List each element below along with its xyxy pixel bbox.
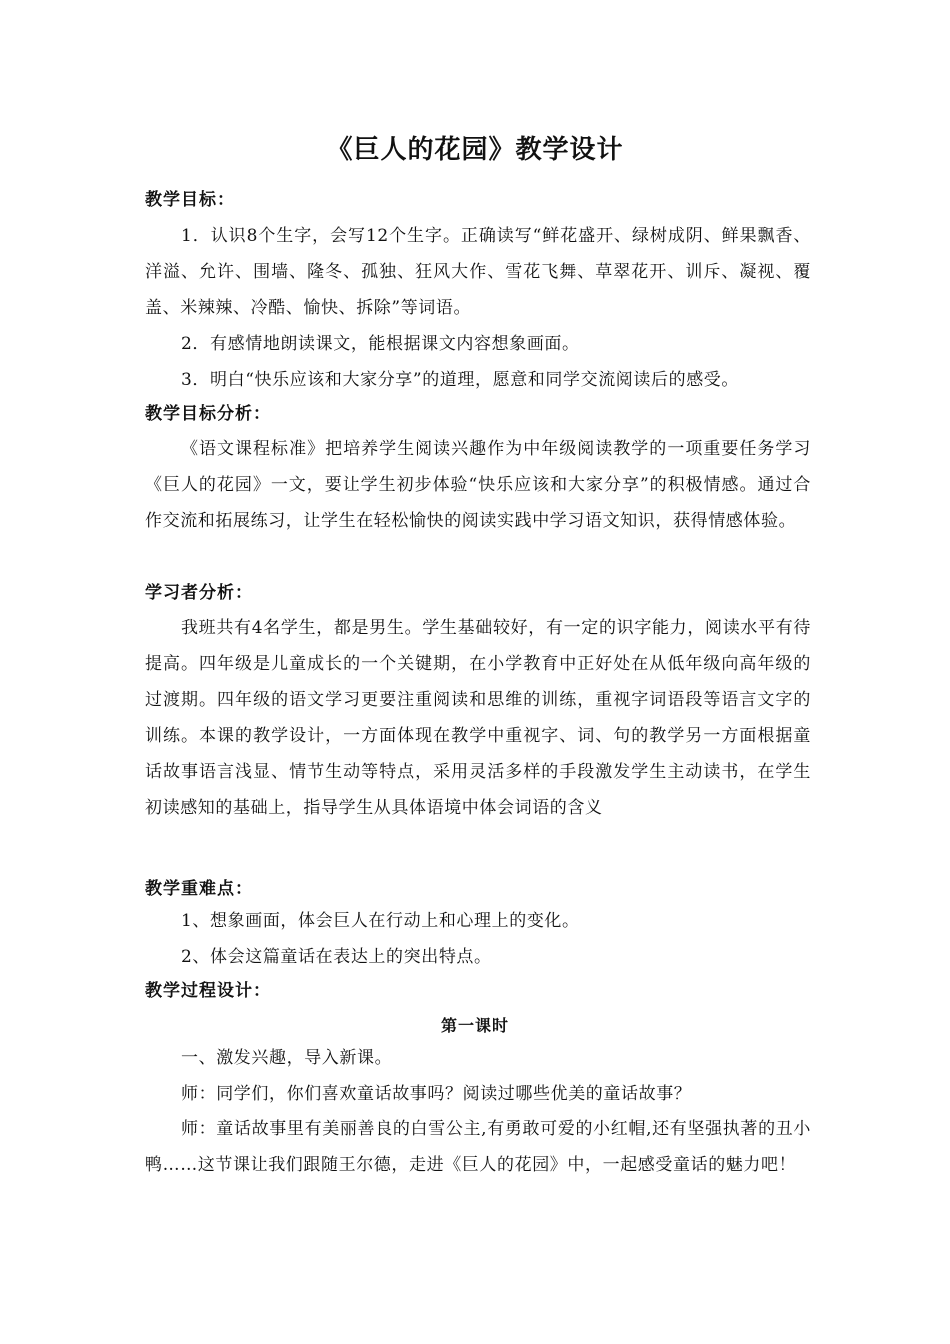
learner-analysis-heading: 学习者分析：: [145, 583, 253, 603]
objective-item-3: 3．明白“快乐应该和大家分享”的道理，愿意和同学交流阅读后的感受。: [181, 370, 739, 390]
process-step-1: 一、激发兴趣，导入新课。: [181, 1048, 393, 1068]
objectives-heading: 教学目标：: [145, 190, 235, 210]
key-points-heading: 教学重难点：: [145, 879, 253, 899]
process-heading: 教学过程设计：: [145, 981, 271, 1001]
objective-item-1: 1．认识8个生字，会写12个生字。正确读写“鲜花盛开、绿树成阴、鲜果飘香、洋溢、允许、围墙、隆冬、孤独、狂风大作、雪花飞舞、草翠花开、训斥、凝视、覆盖、米辣辣、冷酷、愉快、拆除”等词语。: [145, 226, 811, 318]
objective-item-2: 2．有感情地朗读课文，能根据课文内容想象画面。: [181, 334, 580, 354]
objective-analysis-text: 《语文课程标准》把培养学生阅读兴趣作为中年级阅读教学的一项重要任务学习《巨人的花园》一文，要让学生初步体验“快乐应该和大家分享”的积极情感。通过合作交流和拓展练习，让学生在轻松愉快的阅读实践中学习语文知识，获得情感体验。: [145, 439, 811, 531]
objective-analysis-heading: 教学目标分析：: [145, 404, 271, 424]
lesson-title: 第一课时: [440, 1016, 509, 1035]
teacher-question: 师：同学们，你们喜欢童话故事吗？阅读过哪些优美的童话故事？: [181, 1084, 692, 1104]
learner-analysis-text: 我班共有4名学生，都是男生。学生基础较好，有一定的识字能力，阅读水平有待提高。四年级是儿童成长的一个关键期，在小学教育中正好处在从低年级向高年级的过渡期。四年级的语文学习更要注重阅读和思维的训练，重视字词语段等语言文字的训练。本课的教学设计，一方面体现在教学中重视字、词、句的教学另一方面根据童话故事语言浅显、情节生动等特点，采用灵活多样的手段激发学生主动读书，在学生初读感知的基础上，指导学生从具体语境中体会词语的含义: [145, 618, 811, 818]
key-point-item-1: 1、想象画面，体会巨人在行动上和心理上的变化。: [181, 911, 580, 931]
teacher-intro: 师：童话故事里有美丽善良的白雪公主,有勇敢可爱的小红帽,还有坚强执著的丑小鸭……这节课让我们跟随王尔德，走进《巨人的花园》中，一起感受童话的魅力吧！: [145, 1119, 811, 1175]
key-point-item-2: 2、体会这篇童话在表达上的突出特点。: [181, 947, 492, 967]
document-title: 《巨人的花园》教学设计: [326, 135, 624, 165]
